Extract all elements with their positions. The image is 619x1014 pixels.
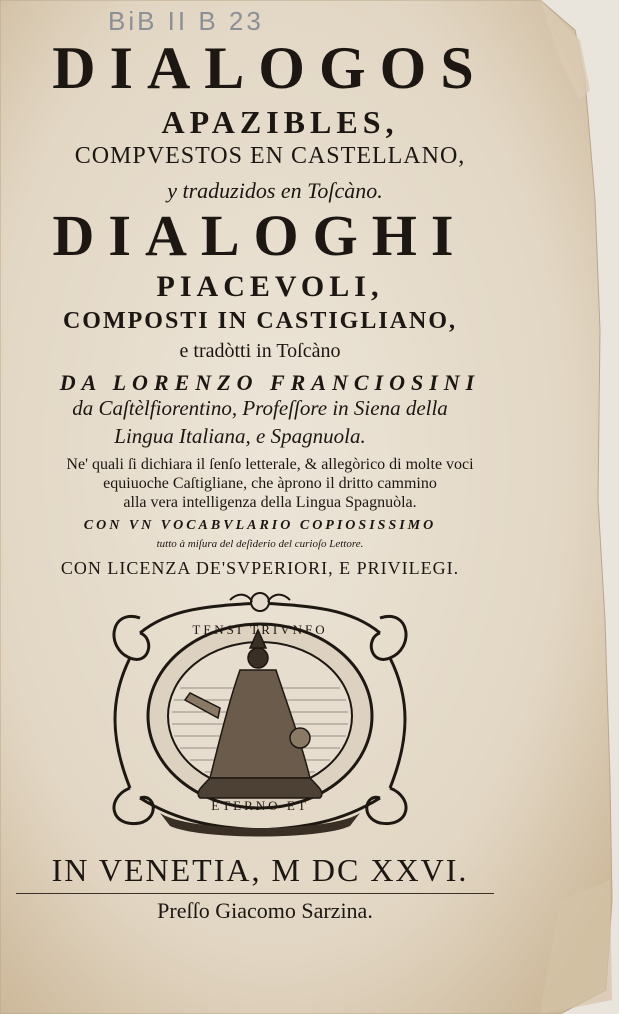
vocabulary-line-1: CON VN VOCABVLARIO COPIOSISSIMO bbox=[83, 518, 437, 533]
shelfmark: BiB II B 23 bbox=[108, 6, 264, 36]
title-spanish-translated: y traduzidos en Toſcàno. bbox=[167, 178, 383, 203]
imprint-place-date: IN VENETIA, M DC XXVI. bbox=[51, 852, 469, 888]
printer-device-woodcut bbox=[100, 588, 420, 838]
author-line-1: da Caſtèlfiorentino, Profeſſore in Siena della bbox=[72, 396, 448, 420]
title-spanish-main: DIALOGOS bbox=[52, 35, 488, 101]
title-italian-main: DIALOGHI bbox=[52, 203, 468, 268]
title-italian-composed: COMPOSTI IN CASTIGLIANO, bbox=[62, 308, 458, 334]
author-line-2: Lingua Italiana, e Spagnuola. bbox=[114, 424, 366, 448]
description-line-1: Ne' quali ſi dichiara il ſenſo letterale, & allegòrico di molte voci bbox=[66, 456, 474, 473]
description-line-2: equiuoche Caſtigliane, che àprono il dritto cammino bbox=[103, 475, 437, 492]
imprint-printer: Preſſo Giacomo Sarzina. bbox=[157, 898, 373, 923]
author-name: DA LORENZO FRANCIOSINI bbox=[59, 370, 481, 395]
device-motto-upper: TENSI TRIVNFO bbox=[192, 622, 328, 637]
license-line: CON LICENZA DE'SVPERIORI, E PRIVILEGI. bbox=[60, 558, 460, 578]
title-spanish-composed: COMPVESTOS EN CASTELLANO, bbox=[74, 143, 466, 169]
imprint-rule bbox=[16, 893, 494, 894]
device-motto-lower: ETERNO ET bbox=[211, 798, 309, 813]
vocabulary-line-2: tutto à miſura del deſiderio del curioſo Lettore. bbox=[156, 538, 364, 550]
title-italian-sub: PIACEVOLI, bbox=[156, 270, 384, 303]
title-spanish-sub: APAZIBLES, bbox=[161, 104, 399, 140]
title-italian-translated: e tradòtti in Toſcàno bbox=[179, 340, 341, 362]
description-line-3: alla vera intelligenza della Lingua Spagnuòla. bbox=[123, 494, 417, 511]
